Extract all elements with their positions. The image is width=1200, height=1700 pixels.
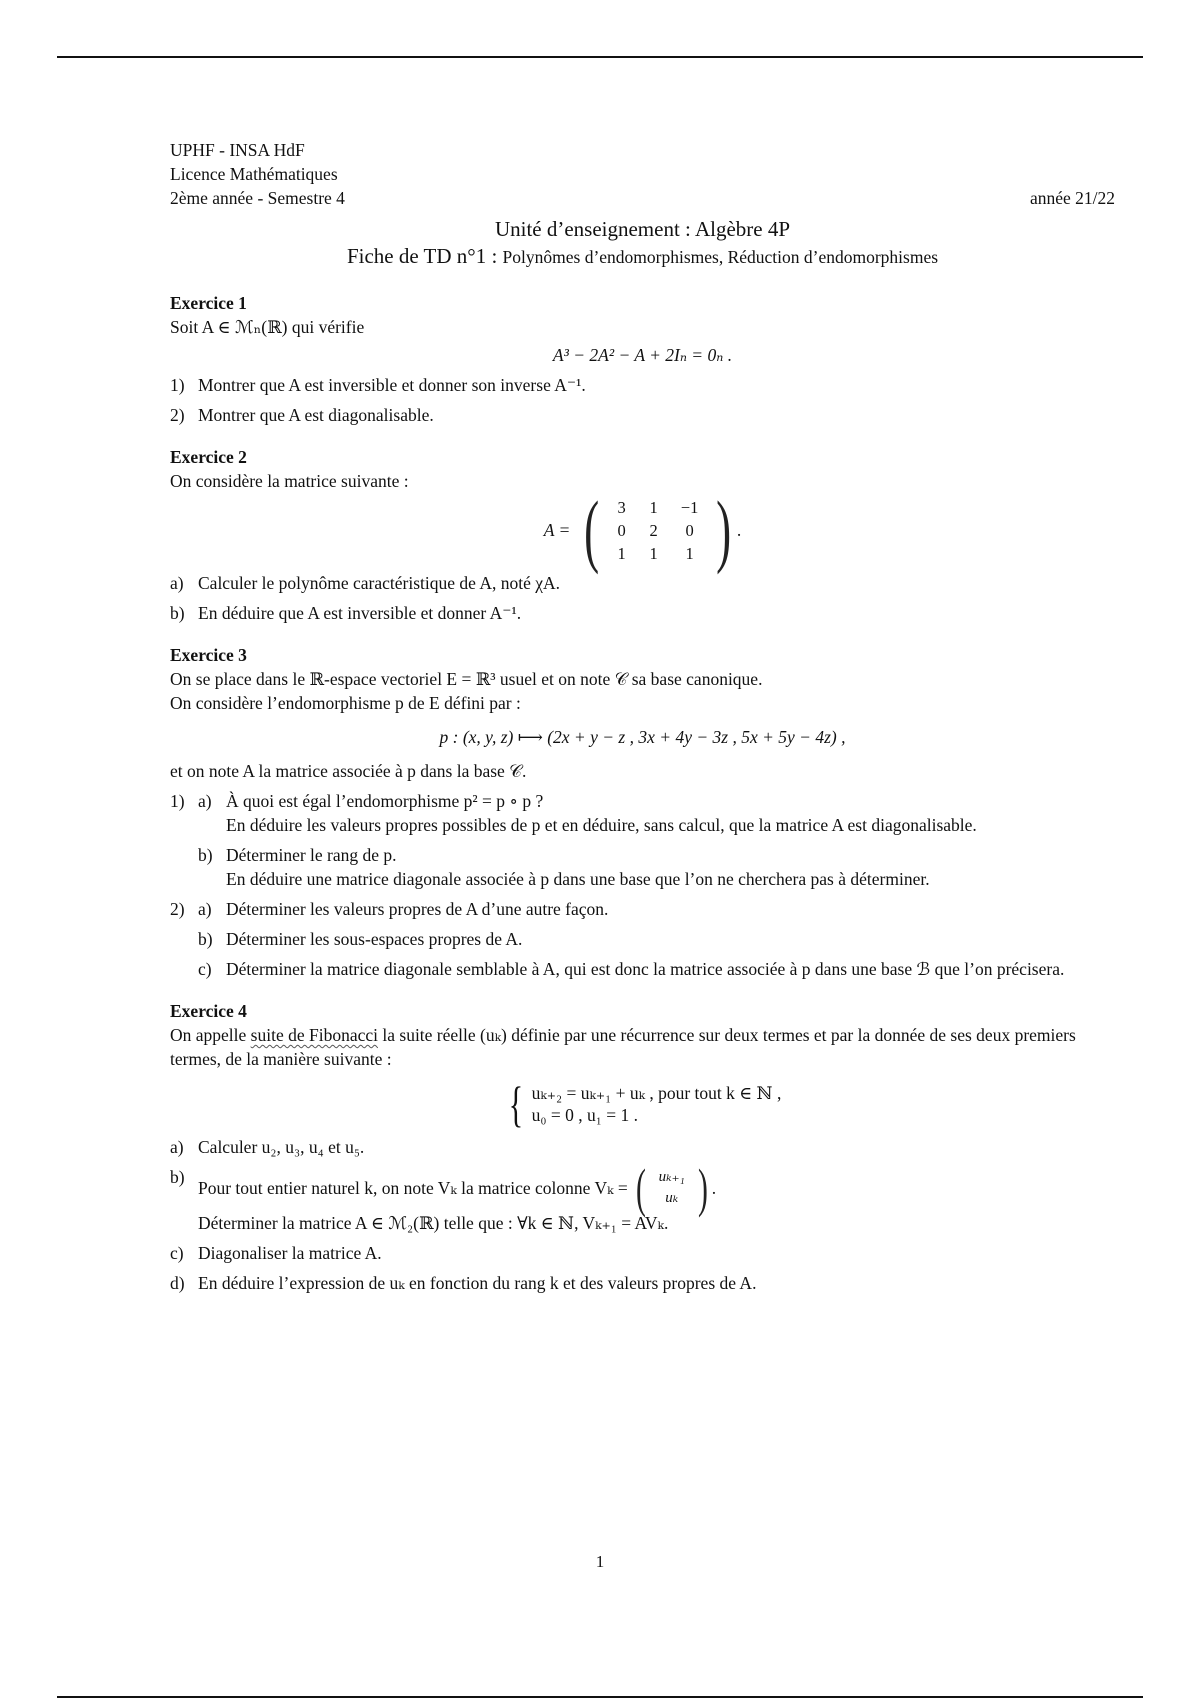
equation: p : (x, y, z) ⟼ (2x + y − z , 3x + 4y − 3z , 5x + 5y − 4z) , [439,727,846,747]
question: 1) Montrer que A est inversible et donner son inverse A⁻¹. [170,375,586,395]
document-page [170,138,1115,1313]
vector-cell: uₖ [665,1190,679,1206]
matrix-equation [170,484,1115,575]
exercise-intro: On considère l’endomorphisme p de E défini par : [170,693,521,713]
question: c) Diagonaliser la matrice A. [170,1243,382,1263]
page-subtitle: Fiche de TD n°1 : Polynômes d’endomorphismes, Réduction d’endomorphismes [346,244,939,268]
vector-cell: uₖ₊₁ [658,1169,685,1185]
question: a) Calculer le polynôme caractéristique de A, noté χA. [170,573,561,593]
matrix-cell: 1 [685,543,694,563]
recurrence-system [170,1076,1115,1132]
exercise-intro: On se place dans le ℝ-espace vectoriel E = ℝ³ usuel et on note 𝒞 sa base canonique. [170,669,763,689]
question: b) Déterminer les sous-espaces propres de A. [198,929,523,949]
right-paren: ) [697,1158,708,1218]
exercise-3 [170,643,1115,981]
question: b) Déterminer le rang de p. En déduire une matrice diagonale associée à p dans une base que l’on ne cherchera pas à déterminer. [198,845,930,889]
program: Licence Mathématiques [170,164,338,184]
exercise-title: Exercice 3 [170,645,247,665]
exercise-title: Exercice 4 [170,1001,247,1021]
exercise-intro: Soit A ∈ ℳₙ(ℝ) qui vérifie [170,317,365,337]
exercise-title: Exercice 1 [170,293,247,313]
matrix-3x3 [606,496,710,565]
matrix-cell: 1 [649,543,658,563]
exercise-intro: On appelle suite de Fibonacci la suite réelle (uₖ) définie par une récurrence sur deux termes et par la donnée de ses deux premiers termes, de la manière suivante : [170,1025,1076,1069]
question: d) En déduire l’expression de uₖ en fonction du rang k et des valeurs propres de A. [170,1273,757,1293]
system-line: u₀ = 0 , u₁ = 1 . [531,1105,638,1125]
question: c) Déterminer la matrice diagonale semblable à A, qui est donc la matrice associée à p dans une base ℬ que l’on précisera. [198,959,1065,979]
institution: UPHF - INSA HdF [170,140,305,160]
exercise-2 [170,445,1115,625]
column-vector [650,1167,694,1209]
matrix-cell: 1 [649,497,658,517]
bottom-rule [57,1696,1143,1698]
header-block [170,138,1115,210]
matrix-cell: 2 [649,520,658,540]
title-block [170,216,1115,271]
equation: A³ − 2A² − A + 2Iₙ = 0ₙ . [552,345,733,365]
exercise-1 [170,291,1115,427]
exercise-text: et on note A la matrice associée à p dans la base 𝒞. [170,761,527,781]
exercise-intro: On considère la matrice suivante : [170,471,409,491]
left-brace: { [508,1076,523,1132]
question: 2) a) Déterminer les valeurs propres de A d’une autre façon. [170,899,609,919]
exercise-4 [170,999,1115,1295]
matrix-cell: 1 [617,543,626,563]
matrix-lhs: A = [543,520,571,540]
question: 1) a) À quoi est égal l’endomorphisme p² = p ∘ p ? En déduire les valeurs propres possibles de p et en déduire, sans calcul, que la matrice A est diagonalisable. [170,791,977,835]
exercise-title: Exercice 2 [170,447,247,467]
matrix-cell: 0 [617,520,626,540]
spellcheck-underlined-term: suite de Fibonacci [250,1025,378,1045]
question: a) Calculer u₂, u₃, u₄ et u₅. [170,1137,365,1157]
question: b) En déduire que A est inversible et donner A⁻¹. [170,603,522,623]
semester: 2ème année - Semestre 4 [170,188,345,208]
right-paren: ) [715,484,731,575]
matrix-tail: . [736,520,742,540]
system-line: uₖ₊₂ = uₖ₊₁ + uₖ , pour tout k ∈ ℕ , [531,1083,782,1103]
left-paren: ( [635,1158,646,1218]
question: b) Pour tout entier naturel k, on note Vₖ la matrice colonne Vₖ = ( uₖ₊₁ uₖ ) . Déterminer la matrice A ∈ ℳ₂(ℝ) telle que : ∀k ∈ ℕ, Vₖ₊₁ = AVₖ. [170,1158,717,1233]
top-rule [57,56,1143,58]
academic-year: année 21/22 [1029,188,1115,208]
page-number: 1 [595,1552,605,1571]
matrix-cell: −1 [680,497,699,517]
matrix-cell: 3 [617,497,626,517]
matrix-cell: 0 [685,520,694,540]
page-title: Unité d’enseignement : Algèbre 4P [494,217,791,241]
question: 2) Montrer que A est diagonalisable. [170,405,434,425]
left-paren: ( [584,484,600,575]
